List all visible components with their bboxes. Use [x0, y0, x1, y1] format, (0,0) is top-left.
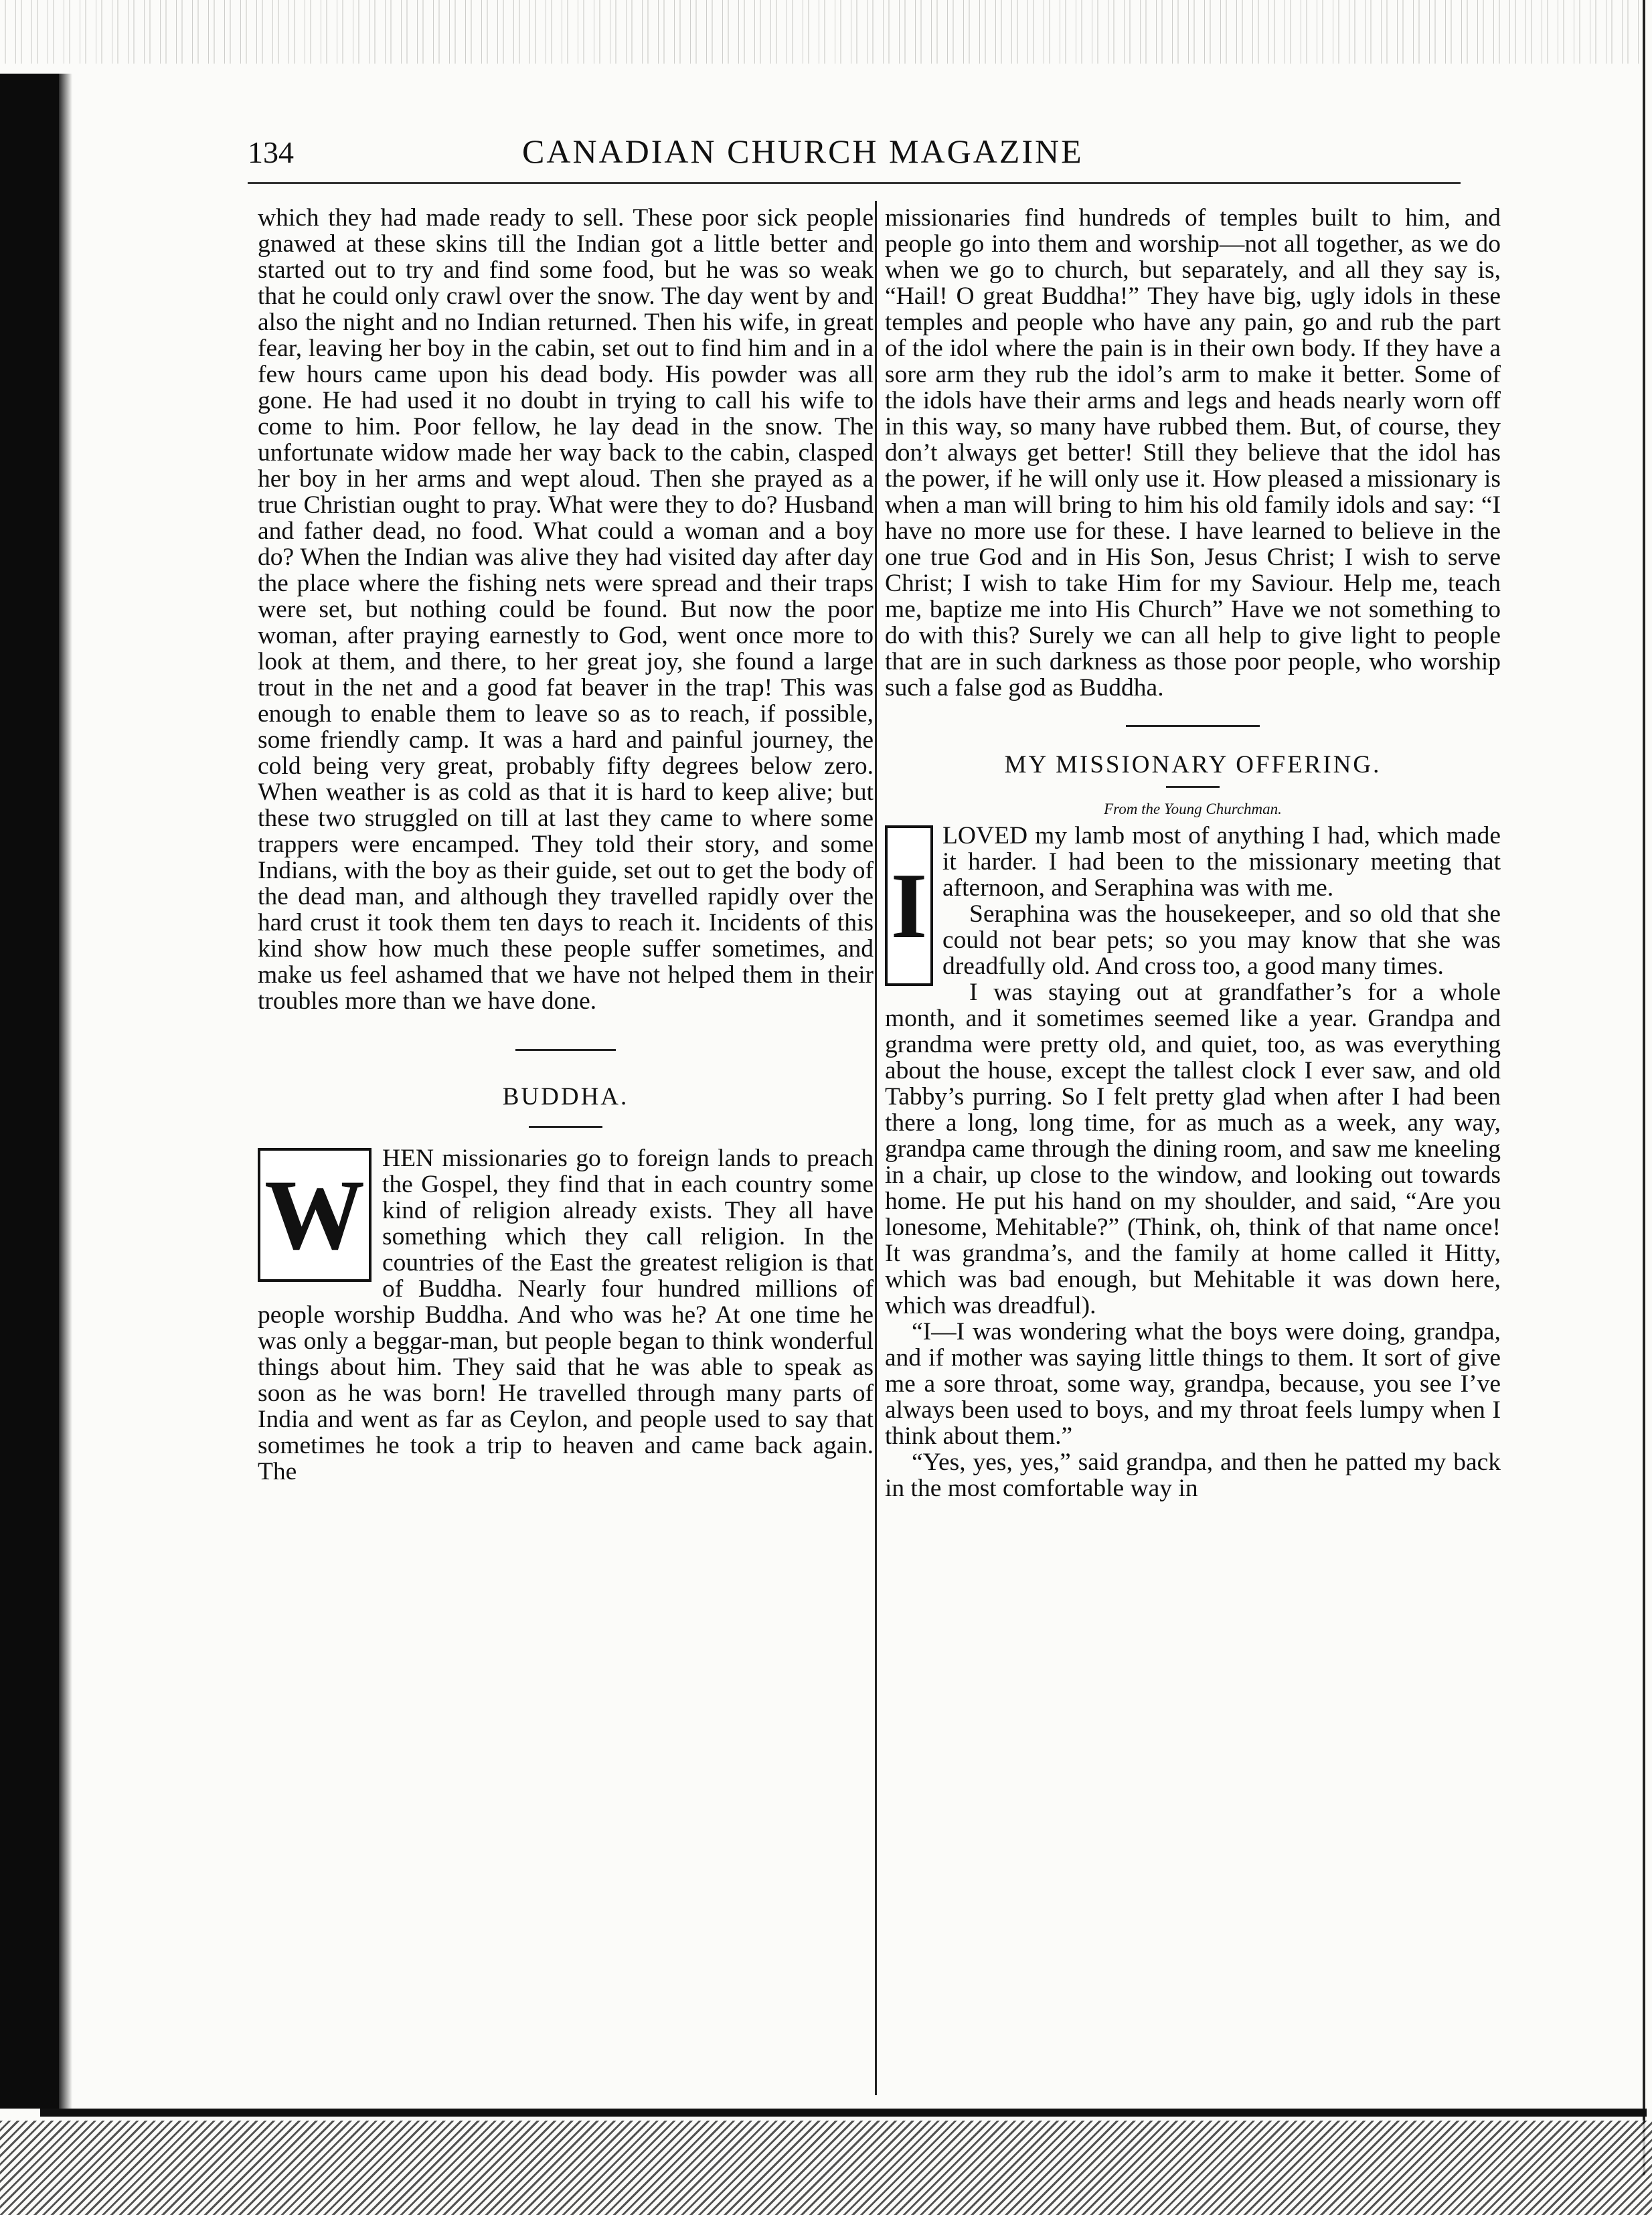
heading-rule — [529, 1126, 602, 1128]
scan-artifact-left-border — [0, 74, 59, 2109]
scan-artifact-right-edge — [1643, 0, 1645, 2176]
page-number: 134 — [248, 135, 294, 169]
offering-paragraph-2: Seraphina was the housekeeper, and so old that she could not bear pets; so you may know that she was dreadfully old. And cross too, a good many times. — [942, 900, 1501, 980]
heading-rule — [1166, 786, 1220, 788]
buddha-heading: BUDDHA. — [502, 1083, 629, 1111]
buddha-continuation: missionaries find hundreds of temples built to him, and people go into them and worship—not all together, as we do when we go to church, but separately, and all they say is, “Hail! O great Buddha!” They have big, ugly idols in these temples and people who have any pain, go and rub the part of the idol where the pain is in their own body. If they have a sore arm they rub the idol’s arm to make it better. Some of the idols have their arms and legs and heads nearly worn off in this way, so many have rubbed them. But, of course, they don’t always get better! Still they believe that the idol has the power, if he will only use it. How pleased a missionary is when a man will bring to him his old family idols and say: “I have no more use for these. I have learned to believe in the one true God and in His Son, Jesus Christ; I wish to serve Christ; I wish to take Him for my Saviour. Help me, teach me, baptize me into His Church” Have we not something to do with this? Surely we can all help to give light to people that are in such darkness as those poor people, who worship such a false god as Buddha. — [885, 204, 1501, 702]
offering-heading: MY MISSIONARY OFFERING. — [1004, 751, 1382, 778]
section-rule — [1126, 725, 1260, 727]
story-continuation: which they had made ready to sell. These poor sick people gnawed at these skins till the Indian got a little better and started out to try and find some food, but he was so weak that he could only crawl over the snow. The day went by and also the night and no Indian returned. Then his wife, in great fear, leaving her boy in the cabin, set out to find him and in a few hours came upon his dead body. His powder was all gone. He had used it no doubt in trying to call his wife to come to him. Poor fellow, he lay dead in the snow. The unfortunate widow made her way back to the cabin, clasped her boy in her arms and wept aloud. Then she prayed as a true Christian ought to pray. What were they to do? Husband and father dead, no food. What could a woman and a boy do? When the Indian was alive they had visited day after day the place where the fishing nets were spread and their traps were set, but nothing could be found. But now the poor woman, after praying earnestly to God, went once more to look at them, and there, to her great joy, she found a large trout in the net and a good fat beaver in the trap! This was enough to enable them to leave so as to reach, if possible, some friendly camp. It was a hard and painful journey, the cold being very great, probably fifty degrees below zero. When weather is as cold as that it is hard to keep alive; but these two struggled on till at last they came to where some trappers were encamped. They told their story, and some Indians, with the boy as their guide, set out to get the body of the dead man, and although they travelled rapidly over the hard crust it took them ten days to reach it. Incidents of this kind show how much these people suffer sometimes, and make us feel ashamed that we have not helped them in their troubles more than we have done. — [258, 204, 874, 1015]
offering-source: From the Young Churchman. — [1104, 801, 1282, 817]
buddha-text: HEN missionaries go to foreign lands to preach the Gospel, they find that in each country some kind of religion already exists. They all have something which they call religion. In the countries of the East the greatest religion is that of Buddha. Nearly four hundred millions of people worship Buddha. And who was he? At one time he was only a beggar-man, but people began to think wonderful things about him. They said that he was able to speak as soon as he was born! He travelled through many parts of India and went as far as Ceylon, and people used to say that sometimes he took a trip to heaven and came back again. The — [258, 1145, 874, 1485]
header-rule — [248, 182, 1461, 184]
offering-paragraph-4: “I—I was wondering what the boys were doing, grandpa, and if mother was saying little things to them. It sort of give me a sore throat, some way, grandpa, because, you see I’ve always been used to boys, and my throat feels lumpy when I think about them.” — [885, 1318, 1501, 1450]
column-divider — [875, 201, 877, 2095]
offering-paragraph-1: LOVED my lamb most of anything I had, which made it harder. I had been to the missionary meeting that afternoon, and Seraphina was with me. — [942, 822, 1501, 902]
section-rule — [515, 1049, 616, 1051]
offering-drop-cap: I — [885, 825, 933, 986]
running-title: CANADIAN CHURCH MAGAZINE — [522, 133, 1084, 170]
left-column — [258, 205, 874, 1485]
offering-paragraph-5: “Yes, yes, yes,” said grandpa, and then he patted my back in the most comfortable way in — [885, 1449, 1501, 1502]
offering-paragraph-3: I was staying out at grandfather’s for a whole month, and it sometimes seemed like a year. Grandpa and grandma were pretty old, and quiet, too, as was everything about the house, except the tallest clock I ever saw, and old Tabby’s purring. So I felt pretty glad when after I had been there a long, long time, for as much as a week, any way, grandpa came through the dining room, and saw me kneeling in a chair, up close to the window, and looking out towards home. He put his hand on my shoulder, and said, “Are you lonesome, Mehitable?” (Think, oh, think of that name once! It was grandma’s, and the family at home called it Hitty, which was bad enough, but Mehitable it was down here, which was dreadful). — [885, 979, 1501, 1319]
scan-artifact-top — [0, 0, 1652, 64]
right-column — [885, 205, 1501, 1501]
scan-artifact-left-shadow — [59, 74, 72, 2109]
scan-artifact-bottom — [0, 2121, 1652, 2215]
scan-artifact-bottom-line — [40, 2109, 1647, 2117]
buddha-drop-cap: W — [258, 1148, 371, 1282]
